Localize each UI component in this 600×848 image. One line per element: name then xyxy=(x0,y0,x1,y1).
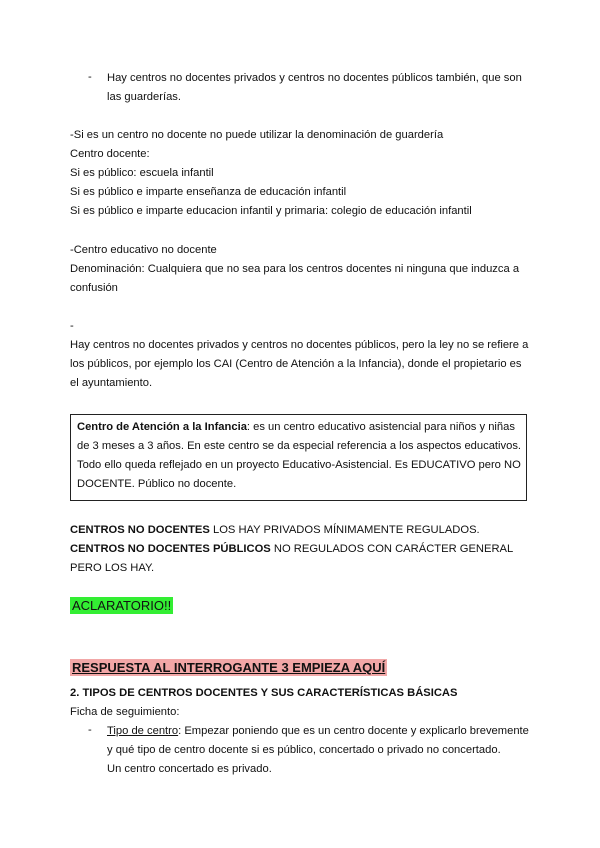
aclaratorio-note xyxy=(70,599,173,614)
block4-line1: Hay centros no docentes privados y centros no docentes públicos, pero la ley no se refiere a xyxy=(70,339,529,351)
block5-line2-rest: NO REGULADOS CON CARÁCTER GENERAL xyxy=(270,543,514,555)
block5-line1-bold: CENTROS NO DOCENTES xyxy=(70,524,210,536)
last-bullet-line2: y qué tipo de centro docente si es público, concertado o privado no concertado. xyxy=(107,744,501,756)
block3-line1: -Centro educativo no docente xyxy=(70,244,217,256)
last-bullet-line1-rest: : Empezar poniendo que es un centro docente y explicarlo brevemente xyxy=(178,725,529,737)
respuesta-heading xyxy=(70,661,387,676)
para1-line1: Hay centros no docentes privados y centros no docentes públicos también, que son xyxy=(107,72,522,84)
last-bullet-dash: - xyxy=(88,724,92,736)
box-line1-rest: : es un centro educativo asistencial para niños y niñas xyxy=(246,421,515,433)
block3-line2: Denominación: Cualquiera que no sea para los centros docentes ni ninguna que induzca a xyxy=(70,263,520,275)
ficha-label: Ficha de seguimiento: xyxy=(70,706,180,718)
box-line2: de 3 meses a 3 años. En este centro se da especial referencia a los aspectos educativos. xyxy=(77,440,522,452)
block2-line4: Si es público e imparte enseñanza de educación infantil xyxy=(70,186,347,198)
block5-line3: PERO LOS HAY. xyxy=(70,562,155,574)
last-bullet-line3: Un centro concertado es privado. xyxy=(107,763,272,775)
block2-line1: -Si es un centro no docente no puede utilizar la denominación de guardería xyxy=(70,129,444,141)
box-line3: Todo ello queda reflejado en un proyecto Educativo-Asistencial. Es EDUCATIVO pero NO xyxy=(77,459,521,471)
block4-dash: - xyxy=(70,320,74,332)
bullet-dash: - xyxy=(88,71,92,83)
aclaratorio-highlight: ACLARATORIO!! xyxy=(72,598,172,613)
block5-line2-bold: CENTROS NO DOCENTES PÚBLICOS xyxy=(70,543,271,555)
block2-line5: Si es público e imparte educacion infantil y primaria: colegio de educación infantil xyxy=(70,205,472,217)
section-heading: 2. TIPOS DE CENTROS DOCENTES Y SUS CARACTERÍSTICAS BÁSICAS xyxy=(70,687,458,699)
definition-box xyxy=(70,414,527,501)
block5-line1 xyxy=(70,523,480,537)
para1-line2: las guarderías. xyxy=(107,91,182,103)
box-term: Centro de Atención a la Infancia xyxy=(77,421,247,433)
block2-line2: Centro docente: xyxy=(70,148,150,160)
block3-line3: confusión xyxy=(70,282,118,294)
block5-line2 xyxy=(70,542,513,556)
box-line4: DOCENTE. Público no docente. xyxy=(77,478,237,490)
block4-line2: los públicos, por ejemplo los CAI (Centro de Atención a la Infancia), donde el propietario es xyxy=(70,358,522,370)
respuesta-highlight: RESPUESTA AL INTERROGANTE 3 EMPIEZA AQUÍ xyxy=(72,660,386,675)
block2-line3: Si es público: escuela infantil xyxy=(70,167,214,179)
box-line1 xyxy=(77,420,515,434)
tipo-centro-label: Tipo de centro xyxy=(107,725,179,737)
last-bullet-line1 xyxy=(107,724,529,738)
block5-line1-rest: LOS HAY PRIVADOS MÍNIMAMENTE REGULADOS. xyxy=(209,524,480,536)
block4-line3: el ayuntamiento. xyxy=(70,377,153,389)
